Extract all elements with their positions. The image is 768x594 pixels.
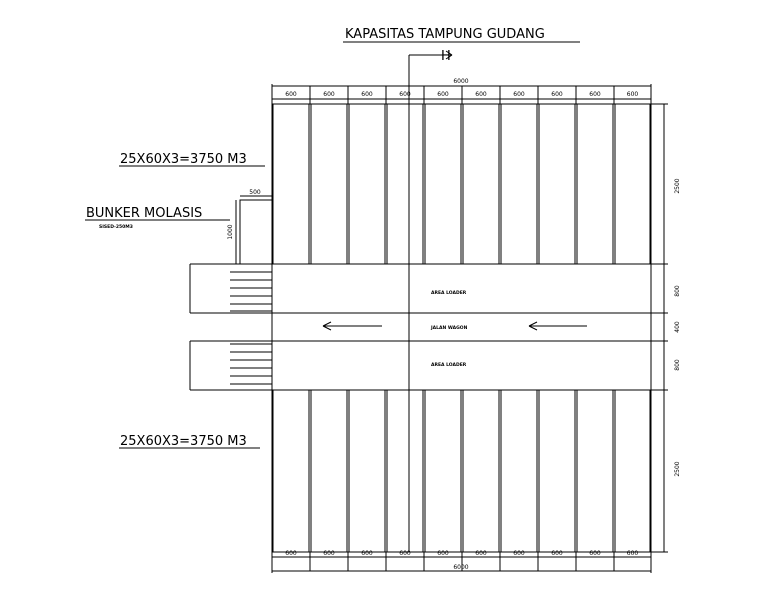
bunker-box [240, 200, 272, 264]
bay-width-label-top: 600 [513, 91, 525, 98]
storage-bay-top [273, 104, 309, 264]
storage-bay-top [349, 104, 385, 264]
storage-bay-top [539, 104, 575, 264]
bay-width-label-bottom: 600 [399, 550, 411, 557]
bay-width-label-top: 600 [399, 91, 411, 98]
storage-bay-top [501, 104, 537, 264]
storage-bay-top [311, 104, 347, 264]
storage-bay-bottom [349, 390, 385, 552]
section-marker-label: H [441, 49, 451, 64]
bay-width-label-bottom: 600 [361, 550, 373, 557]
dim-loader-bottom: 800 [674, 359, 681, 371]
storage-bay-top [615, 104, 650, 264]
bunker-sublabel: SISED-250M3 [99, 225, 133, 230]
bay-width-label-top: 600 [361, 91, 373, 98]
storage-bay-bottom [577, 390, 613, 552]
bay-width-label-bottom: 600 [551, 550, 563, 557]
bay-width-label-bottom: 600 [285, 550, 297, 557]
bunker-height-dim: 1000 [227, 224, 234, 240]
bunker-width-dim: 500 [249, 189, 261, 196]
bay-width-label-bottom: 600 [626, 550, 639, 557]
area-loader-top-label: AREA LOADER [431, 291, 467, 296]
storage-bay-top [387, 104, 423, 264]
area-wagon-label: JALAN WAGON [431, 326, 468, 331]
storage-bay-bottom [615, 390, 650, 552]
wagon-arrow-left-head-a [323, 322, 331, 326]
storage-bay-bottom [311, 390, 347, 552]
storage-bay-bottom [501, 390, 537, 552]
bay-width-label-top: 600 [626, 91, 639, 98]
wagon-arrow-left-head-b [323, 326, 331, 330]
bay-width-label-top: 600 [589, 91, 601, 98]
capacity-bottom-label: 25X60X3=3750 M3 [120, 434, 247, 449]
storage-bay-bottom [425, 390, 461, 552]
bunker-label: BUNKER MOLASIS [86, 206, 203, 221]
storage-bay-bottom [463, 390, 499, 552]
wagon-arrow-right-head-a [529, 322, 537, 326]
bay-width-label-top: 600 [475, 91, 487, 98]
plan-title: KAPASITAS TAMPUNG GUDANG [345, 27, 545, 42]
bay-width-label-top: 600 [285, 91, 297, 98]
area-loader-bottom-label: AREA LOADER [431, 363, 467, 368]
bay-width-label-bottom: 600 [475, 550, 487, 557]
dim-loader-top: 800 [674, 285, 681, 297]
dim-storage-top: 2500 [674, 178, 681, 194]
storage-bay-bottom [273, 390, 309, 552]
storage-bay-top [463, 104, 499, 264]
bay-width-label-top: 600 [323, 91, 335, 98]
overall-width-bottom: 6000 [453, 564, 469, 571]
dim-storage-bottom: 2500 [674, 461, 681, 477]
storage-bay-top [425, 104, 461, 264]
bay-width-label-bottom: 600 [323, 550, 335, 557]
overall-width-top: 6000 [453, 78, 469, 85]
bay-width-label-top: 600 [551, 91, 563, 98]
capacity-top-label: 25X60X3=3750 M3 [120, 152, 247, 167]
bay-width-label-bottom: 600 [437, 550, 449, 557]
storage-bay-bottom [539, 390, 575, 552]
dim-wagon-lane: 400 [674, 321, 681, 333]
bay-width-label-top: 600 [437, 91, 449, 98]
bay-width-label-bottom: 600 [513, 550, 525, 557]
storage-bay-top [577, 104, 613, 264]
wagon-arrow-right-head-b [529, 326, 537, 330]
storage-bay-bottom [387, 390, 423, 552]
bay-width-label-bottom: 600 [589, 550, 601, 557]
